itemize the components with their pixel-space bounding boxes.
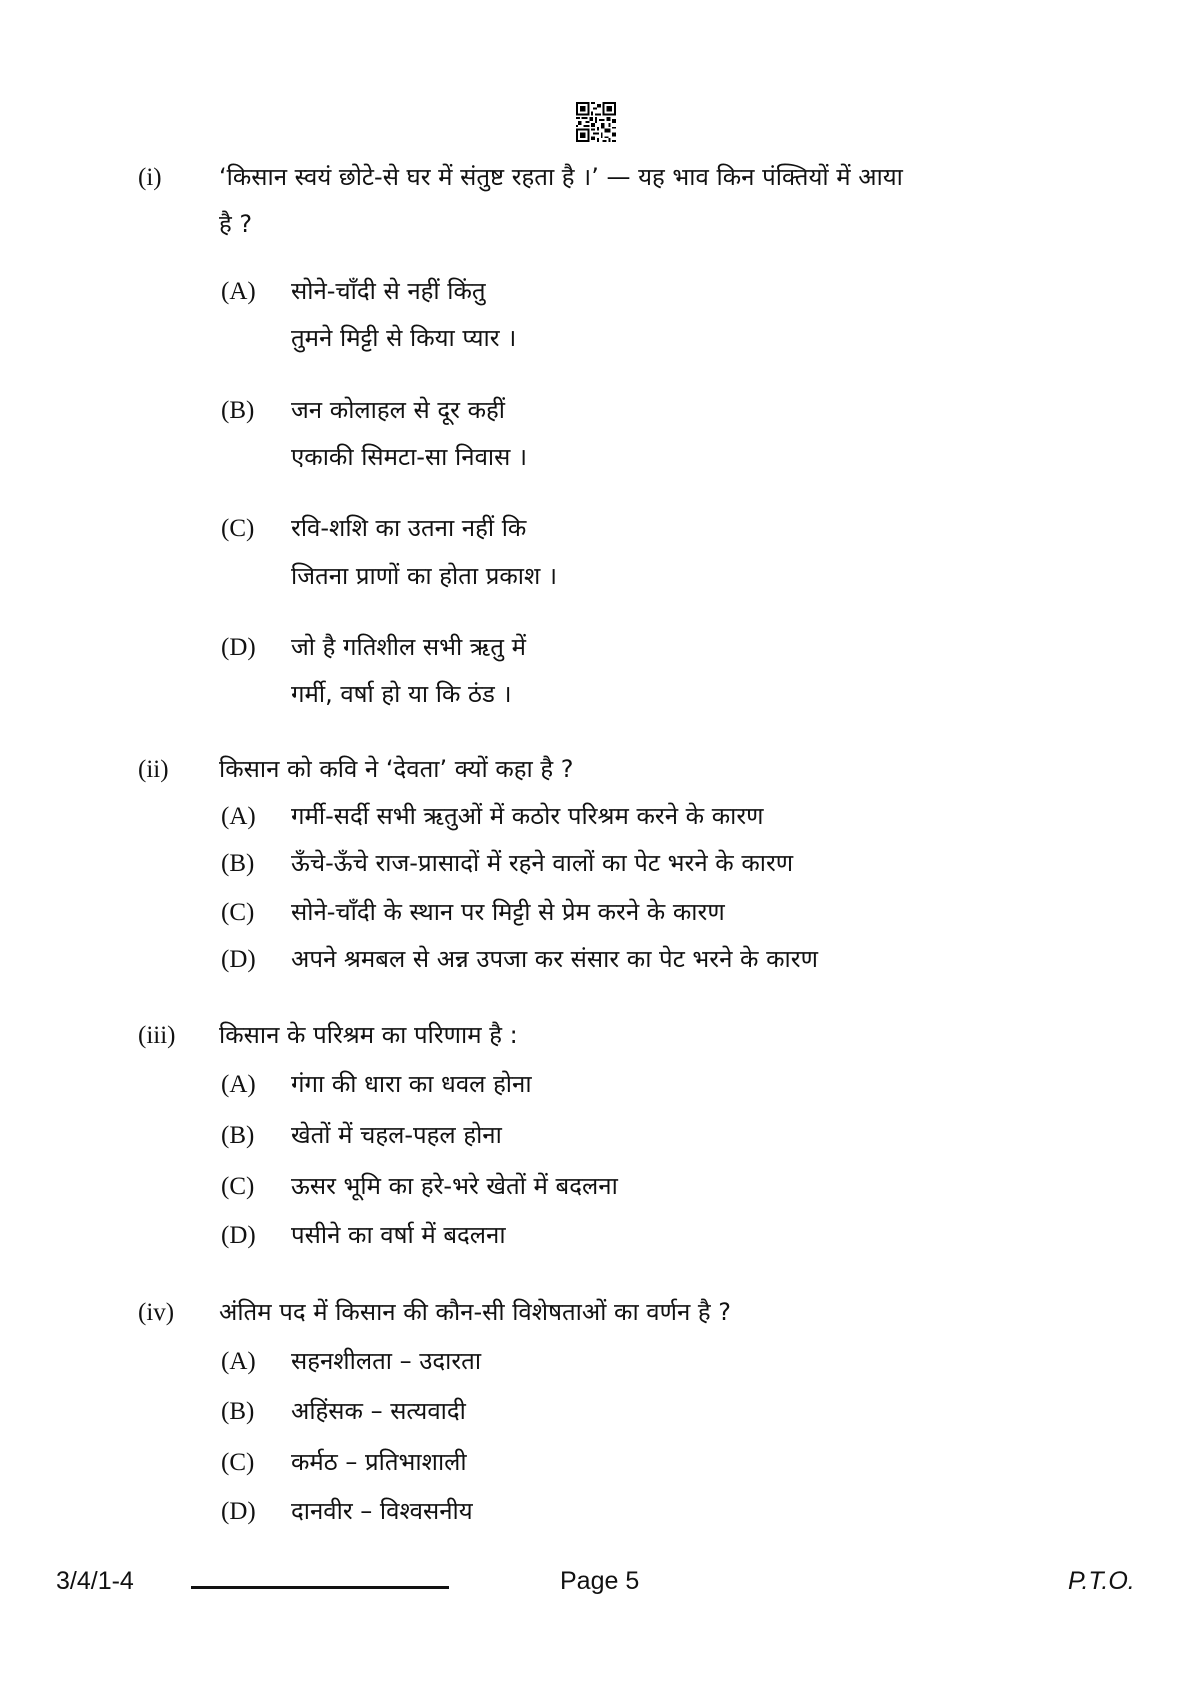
option-label: (A)	[221, 278, 256, 305]
option-text: कर्मठ – प्रतिभाशाली	[291, 1448, 467, 1476]
option-label: (C)	[221, 515, 255, 542]
option-label: (B)	[221, 397, 255, 424]
option-label: (A)	[221, 803, 256, 830]
option-label: (A)	[221, 1071, 256, 1098]
question-number: (ii)	[138, 756, 169, 783]
option-label: (D)	[221, 1222, 256, 1249]
option-label: (C)	[221, 1449, 255, 1476]
question-text: अंतिम पद में किसान की कौन-सी विशेषताओं का वर्णन है ?	[219, 1298, 732, 1326]
option-label: (C)	[221, 1173, 255, 1200]
option-text: ऊसर भूमि का हरे-भरे खेतों में बदलना	[291, 1172, 618, 1200]
pto-label: P.T.O.	[1068, 1567, 1135, 1595]
question-number: (iii)	[138, 1022, 176, 1049]
option-text: सोने-चाँदी के स्थान पर मिट्टी से प्रेम करने के कारण	[291, 898, 725, 926]
option-label: (B)	[221, 850, 255, 877]
option-text-line2: एकाकी सिमटा-सा निवास ।	[291, 443, 528, 471]
option-text: खेतों में चहल-पहल होना	[291, 1121, 502, 1149]
footer-rule	[191, 1586, 449, 1589]
question-text-line2: है ?	[219, 210, 253, 238]
qr-code-icon	[576, 102, 616, 142]
option-text-line2: जितना प्राणों का होता प्रकाश ।	[291, 562, 558, 590]
question-text-line1: ‘किसान स्वयं छोटे-से घर में संतुष्ट रहता है ।’ — यह भाव किन पंक्तियों में आया	[219, 163, 903, 191]
option-label: (D)	[221, 1498, 256, 1525]
option-text: सहनशीलता – उदारता	[291, 1347, 482, 1375]
option-text-line1: सोने-चाँदी से नहीं किंतु	[291, 277, 486, 305]
question-number: (iv)	[138, 1299, 175, 1326]
option-label: (D)	[221, 634, 256, 661]
option-label: (C)	[221, 899, 255, 926]
option-text-line2: गर्मी, वर्षा हो या कि ठंड ।	[291, 680, 512, 708]
option-text-line1: जो है गतिशील सभी ऋतु में	[291, 633, 526, 661]
option-text: दानवीर – विश्वसनीय	[291, 1497, 473, 1525]
option-text: गर्मी-सर्दी सभी ऋतुओं में कठोर परिश्रम करने के कारण	[291, 802, 764, 830]
option-text: ऊँचे-ऊँचे राज-प्रासादों में रहने वालों का पेट भरने के कारण	[291, 849, 794, 877]
option-text-line1: जन कोलाहल से दूर कहीं	[291, 396, 505, 424]
option-text: अपने श्रमबल से अन्न उपजा कर संसार का पेट भरने के कारण	[291, 945, 818, 973]
option-text: गंगा की धारा का धवल होना	[291, 1070, 532, 1098]
page-number: Page 5	[560, 1567, 640, 1595]
option-label: (B)	[221, 1398, 255, 1425]
option-text: अहिंसक – सत्यवादी	[291, 1397, 466, 1425]
paper-code: 3/4/1-4	[56, 1567, 134, 1595]
option-text: पसीने का वर्षा में बदलना	[291, 1221, 506, 1249]
option-label: (B)	[221, 1122, 255, 1149]
option-text-line1: रवि-शशि का उतना नहीं कि	[291, 514, 527, 542]
option-text-line2: तुमने मिट्टी से किया प्यार ।	[291, 324, 517, 352]
option-label: (D)	[221, 946, 256, 973]
question-text: किसान के परिश्रम का परिणाम है :	[219, 1021, 518, 1049]
option-label: (A)	[221, 1348, 256, 1375]
question-text: किसान को कवि ने ‘देवता’ क्यों कहा है ?	[219, 755, 574, 783]
question-number: (i)	[138, 164, 162, 191]
